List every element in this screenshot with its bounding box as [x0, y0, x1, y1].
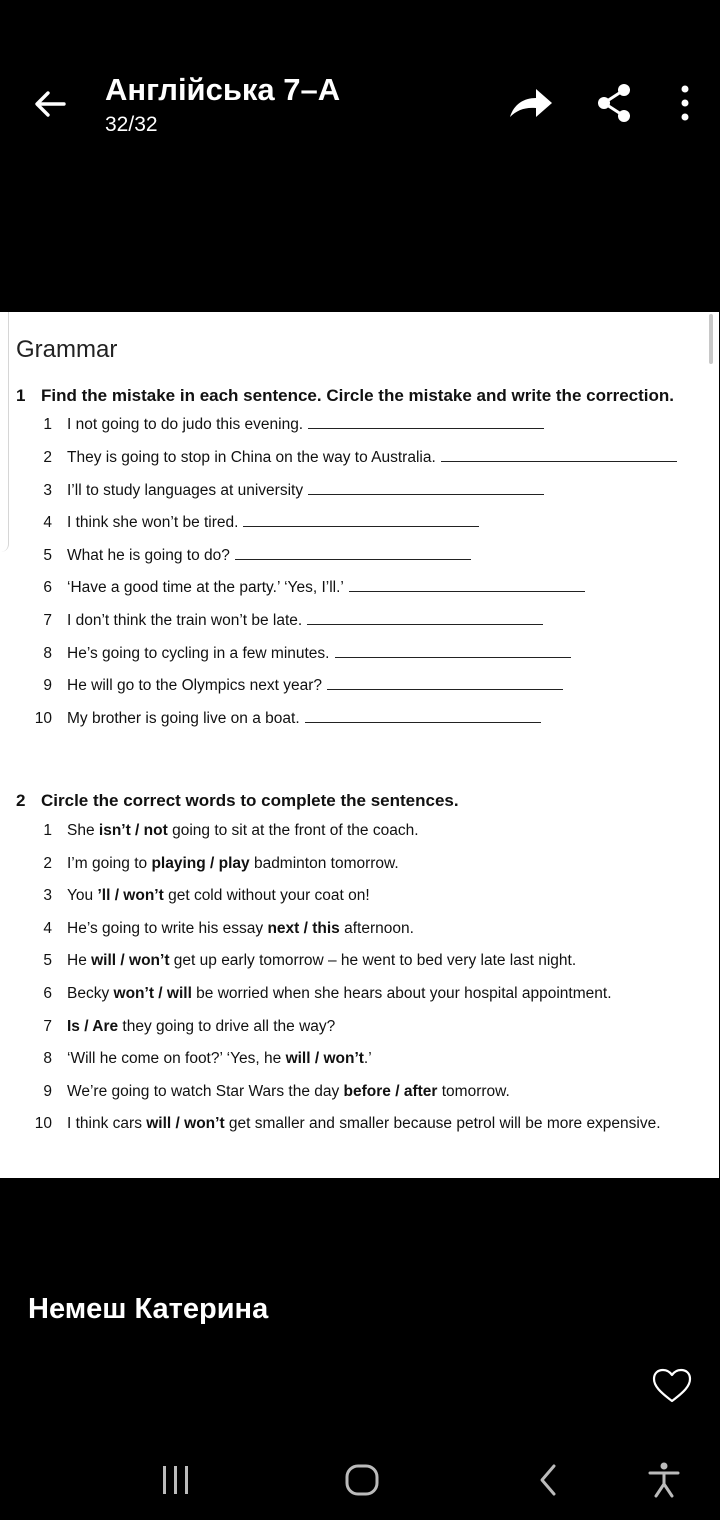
item-choice: Is / Are	[67, 1018, 119, 1035]
arrow-left-icon[interactable]	[28, 82, 72, 126]
home-icon[interactable]	[342, 1460, 382, 1500]
item-number: 6	[43, 579, 52, 596]
item-text: What he is going to do?	[67, 547, 230, 564]
item-text: I think she won’t be tired.	[67, 514, 239, 531]
accessibility-icon[interactable]	[644, 1460, 684, 1500]
exercise-item	[0, 579, 719, 603]
section-2-heading	[16, 791, 459, 811]
item-text: He will go to the Olympics next year?	[67, 677, 322, 694]
item-number: 4	[43, 514, 52, 531]
exercise-item	[0, 985, 719, 1009]
exercise-item	[0, 1083, 719, 1107]
item-number: 3	[43, 887, 52, 904]
exercise-item	[0, 1115, 719, 1139]
document-page-image[interactable]	[0, 312, 719, 1178]
item-text: He’s going to cycling in a few minutes.	[67, 645, 330, 662]
author-name: Немеш Катерина	[28, 1293, 269, 1325]
item-text-pre: She	[67, 822, 99, 839]
scrollbar[interactable]	[709, 314, 713, 364]
section-number: 2	[16, 791, 26, 810]
exercise-item	[0, 855, 719, 879]
item-text-post: tomorrow.	[437, 1083, 510, 1100]
exercise-item	[0, 612, 719, 636]
section-title: Circle the correct words to complete the sentences.	[41, 791, 459, 810]
section-number: 1	[16, 386, 26, 405]
item-number: 6	[43, 985, 52, 1002]
item-choice: before / after	[343, 1083, 438, 1100]
exercise-item	[0, 1018, 719, 1042]
answer-blank	[235, 547, 471, 560]
page-counter: 32/32	[105, 113, 158, 136]
item-number: 8	[43, 645, 52, 662]
section-1-heading	[16, 386, 674, 406]
item-choice: will / won’t	[91, 952, 170, 969]
exercise-item	[0, 920, 719, 944]
item-choice: won’t / will	[113, 985, 192, 1002]
item-number: 1	[43, 822, 52, 839]
recents-icon[interactable]	[158, 1460, 194, 1500]
section-title: Find the mistake in each sentence. Circle the mistake and write the correction.	[41, 386, 674, 405]
item-number: 5	[43, 952, 52, 969]
answer-blank	[441, 449, 677, 462]
item-text: They is going to stop in China on the way to Australia.	[67, 449, 436, 466]
exercise-item	[0, 952, 719, 976]
item-text-pre: I’m going to	[67, 855, 152, 872]
exercise-item	[0, 887, 719, 911]
item-number: 1	[43, 416, 52, 433]
heart-icon[interactable]	[652, 1368, 692, 1404]
share-icon[interactable]	[594, 82, 634, 124]
item-choice: will / won’t	[285, 1050, 364, 1067]
answer-blank	[335, 645, 571, 658]
item-text-pre: He	[67, 952, 92, 969]
item-text-pre: I think cars	[67, 1115, 147, 1132]
item-text-post: badminton tomorrow.	[249, 855, 399, 872]
item-number: 5	[43, 547, 52, 564]
exercise-item	[0, 482, 719, 506]
item-text-pre: We’re going to watch Star Wars the day	[67, 1083, 344, 1100]
top-app-bar	[0, 0, 720, 200]
exercise-item	[0, 710, 719, 734]
exercise-item	[0, 677, 719, 701]
item-text-pre: You	[67, 887, 98, 904]
item-text: ‘Have a good time at the party.’ ‘Yes, I’ll.’	[67, 579, 344, 596]
answer-blank	[308, 482, 544, 495]
item-text-pre: He’s going to write his essay	[67, 920, 268, 937]
item-number: 2	[43, 855, 52, 872]
item-number: 9	[43, 677, 52, 694]
item-text-post: get up early tomorrow – he went to bed very late last night.	[169, 952, 577, 969]
answer-blank	[243, 514, 479, 527]
answer-blank	[349, 579, 585, 592]
exercise-item	[0, 449, 719, 473]
item-number: 2	[43, 449, 52, 466]
item-text: I’ll to study languages at university	[67, 482, 304, 499]
item-text-post: .’	[363, 1050, 372, 1067]
item-text-pre: Becky	[67, 985, 114, 1002]
forward-icon[interactable]	[506, 84, 556, 124]
item-choice: ’ll / won’t	[97, 887, 164, 904]
item-text-post: be worried when she hears about your hospital appointment.	[191, 985, 612, 1002]
item-text: I not going to do judo this evening.	[67, 416, 304, 433]
item-text-post: afternoon.	[339, 920, 414, 937]
answer-blank	[307, 612, 543, 625]
exercise-item	[0, 822, 719, 846]
page-title: Англійська 7–А	[105, 72, 341, 107]
answer-blank	[305, 710, 541, 723]
exercise-item	[0, 416, 719, 440]
item-number: 10	[34, 1115, 52, 1132]
nav-back-icon[interactable]	[532, 1460, 566, 1500]
item-text-post: they going to drive all the way?	[118, 1018, 336, 1035]
more-vertical-icon[interactable]	[670, 82, 700, 124]
item-number: 9	[43, 1083, 52, 1100]
answer-blank	[327, 677, 563, 690]
item-choice: playing / play	[151, 855, 250, 872]
item-text-pre: ‘Will he come on foot?’ ‘Yes, he	[67, 1050, 286, 1067]
document-heading: Grammar	[16, 336, 118, 363]
item-text-post: get smaller and smaller because petrol will be more expensive.	[224, 1115, 661, 1132]
exercise-item	[0, 547, 719, 571]
item-number: 3	[43, 482, 52, 499]
item-number: 7	[43, 1018, 52, 1035]
item-choice: will / won’t	[146, 1115, 225, 1132]
item-text-post: get cold without your coat on!	[163, 887, 370, 904]
item-number: 8	[43, 1050, 52, 1067]
item-text: I don’t think the train won’t be late.	[67, 612, 303, 629]
answer-blank	[308, 416, 544, 429]
item-text: My brother is going live on a boat.	[67, 710, 300, 727]
system-navigation-bar	[0, 1440, 720, 1520]
item-number: 7	[43, 612, 52, 629]
item-choice: next / this	[267, 920, 340, 937]
item-number: 10	[34, 710, 52, 727]
exercise-item	[0, 645, 719, 669]
item-number: 4	[43, 920, 52, 937]
item-choice: isn’t / not	[98, 822, 168, 839]
item-text-post: going to sit at the front of the coach.	[167, 822, 419, 839]
exercise-item	[0, 514, 719, 538]
exercise-item	[0, 1050, 719, 1074]
